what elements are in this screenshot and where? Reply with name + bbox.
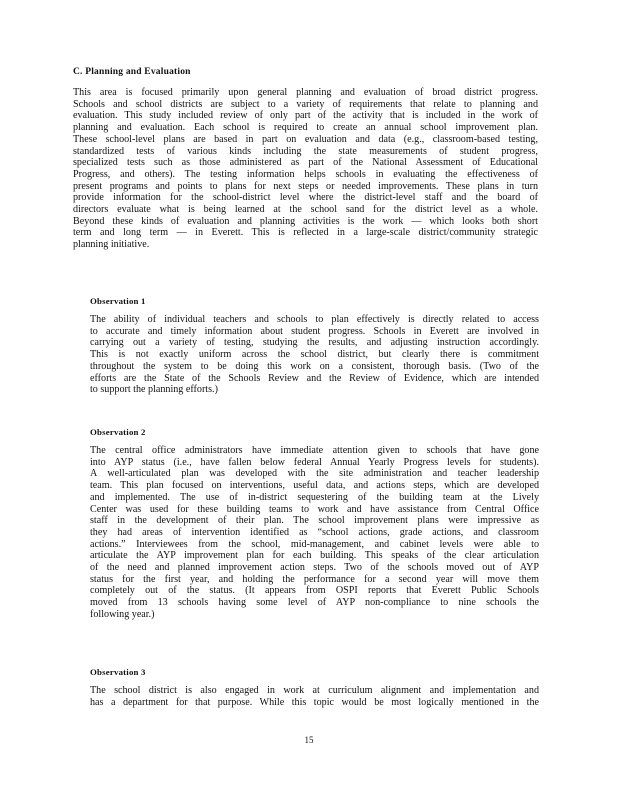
text-line: The school district is also engaged in work at curriculum alignment and implementation and [90,685,539,696]
text-line: Progress, and others). The testing information helps schools in evaluating the effectiveness of [73,168,538,180]
text-line: moved from 13 schools having some level of AYP non-compliance to nine schools the [90,597,539,609]
text-line: to accurate and timely information about student progress. Schools in Everett are involved in [90,325,539,337]
text-line: has a department for that purpose. While this topic would be most logically mentioned in the [90,696,539,708]
text-line: A well-articulated plan was developed with the site administration and teacher leadership [90,468,539,480]
text-line: articulate the AYP improvement plan for each building. This speaks of the clear articulation [90,550,539,562]
text-line: team. This plan focused on interventions, useful data, and actions steps, which are developed [90,480,539,492]
text-line: efforts are the State of the Schools Review and the Review of Evidence, which are intended [90,372,539,384]
text-line: specialized tests such as those administered as part of the National Assessment of Educational [73,157,538,169]
observation-2-label: Observation 2 [90,427,146,437]
text-line: actions.” Interviewees from the school, mid-management, and cabinet levels were able to [90,538,539,550]
page-number: 15 [304,735,314,745]
text-line: completely out of the status. (It appears from OSPI reports that Everett Public Schools [90,585,539,597]
text-line: This is not exactly uniform across the school district, but clearly there is commitment [90,349,539,361]
observation-1-label: Observation 1 [90,296,146,306]
text-line: they had areas of intervention identified as “school actions, grade actions, and classroom [90,526,539,538]
intro-paragraph [73,87,538,251]
observation-1-paragraph [90,314,539,396]
text-line: Schools and school districts are subject to a variety of requirements that relate to planning and [73,98,538,110]
text-line: status for the first year, and holding the performance for a second year will move them [90,573,539,585]
text-line: The central office administrators have immediate attention given to schools that have gone [90,445,539,456]
text-line: term and long term — in Everett. This is reflected in a large-scale district/community strategic [73,227,538,239]
observation-3-label: Observation 3 [90,667,146,677]
text-line: staff in the development of their plan. The school improvement plans were impressive as [90,515,539,527]
text-line: directors evaluate what is being learned at the school sand for the district level as a whole. [73,204,538,216]
text-line: provide information for the school-district level where the district-level staff and the board of [73,192,538,204]
text-line: and implemented. The use of in-district sequestering of the building team at the Lively [90,491,539,503]
text-line: planning and evaluation. Each school is required to create an annual school improvement plan. [73,122,538,134]
text-line: Beyond these kinds of evaluation and planning activities is the work — which looks both short [73,215,538,227]
text-line: to support the planning efforts.) [90,384,218,396]
text-line: carrying out a variety of testing, studying the results, and adjusting instruction accordingly. [90,337,539,349]
text-line: of the need and planned improvement action steps. Two of the schools moved out of AYP [90,562,539,574]
observation-2-paragraph [90,445,539,621]
text-line: planning initiative. [73,239,150,251]
text-line: These school-level plans are based in part on evaluation and data (e.g., classroom-based testing, [73,133,538,145]
text-line: This area is focused primarily upon general planning and evaluation of broad district progress. [73,87,538,98]
text-line: following year.) [90,608,155,620]
observation-3-paragraph [90,685,539,708]
text-line: into AYP status (i.e., have fallen below federal Annual Yearly Progress levels for students). [90,456,539,468]
text-line: standardized tests of various kinds including the state measurements of student progress, [73,145,538,157]
text-line: Center was used for these building teams to work and have assistance from Central Office [90,503,539,515]
text-line: evaluation. This study included review of only part of the activity that is included in the work of [73,110,538,122]
text-line: throughout the system to be doing this work on a consistent, thorough basis. (Two of the [90,360,539,372]
text-line: present programs and points to plans for next steps or needed improvements. These plans in turn [73,180,538,192]
text-line: The ability of individual teachers and schools to plan effectively is directly related to access [90,314,539,325]
section-heading: C. Planning and Evaluation [73,67,191,77]
